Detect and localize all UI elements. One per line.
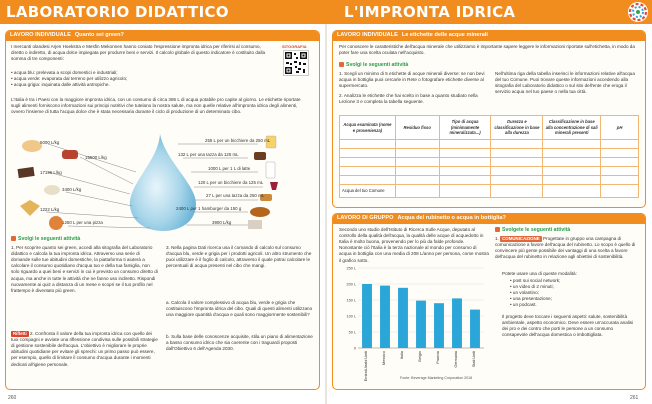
bar <box>434 303 444 348</box>
activity-icon-group <box>495 227 500 232</box>
box-label-right: LAVORO INDIVIDUALE <box>337 32 398 39</box>
chart-source: Fonte: Beverage Marketing Corporation 2018 <box>400 376 473 380</box>
activity-title-left: Svolgi le seguenti attività <box>11 236 80 243</box>
group-box-header <box>333 214 645 224</box>
box-header <box>6 31 319 41</box>
drink-label-hamburger: 2400 L per 1 hamburger da 150 g <box>176 206 242 211</box>
table-row[interactable] <box>340 158 639 167</box>
bar <box>380 286 390 348</box>
italy-paragraph: L'Italia è tra i Paesi con la maggiore impronta idrica, con un consumo di circa 386 L di acqua potabile pro capite al giorno. Le etichette riportate sugli alimenti forniscono informazioni sui principi nutritivi che tutelano la nostra salute, ma non quelle relative all'impronta idrica degli alimenti, ovvero l'insieme di tutta l'acqua dolce che è stata necessaria durante il ciclo di produzione di un determinato cibo. <box>11 97 301 115</box>
reflect-tag: Rifletti <box>13 331 27 336</box>
drink-label-coffee: 132 L per una tazza da 125 mL <box>178 152 239 157</box>
y-tick-label: 200 L <box>346 282 356 287</box>
bread-icon <box>22 140 42 152</box>
bar <box>470 310 480 348</box>
food-label-rice: 3400 L/kg <box>62 187 82 192</box>
col-hardness: Durezza e classificazione in base alla durezza <box>491 116 543 140</box>
hamburger-icon <box>250 207 270 217</box>
mode-item: • una presentazione; <box>510 296 638 302</box>
col-classification: Classificazione in base alla concentrazione di sali minerali presenti <box>543 116 601 140</box>
col-type: Tipo di acqua (minimamente mineralizzata...) <box>439 116 491 140</box>
box-question: Quanto sei green? <box>74 32 124 39</box>
box-question-right: Le etichette delle acque minerali <box>401 32 488 39</box>
x-tick-label: Emirati Arabi Uniti <box>364 351 368 382</box>
page-gutter <box>325 24 327 404</box>
group-box-label: LAVORO DI GRUPPO <box>337 215 394 222</box>
y-tick-label: 0 <box>353 346 356 351</box>
chocolate-icon <box>18 167 35 178</box>
box-label: LAVORO INDIVIDUALE <box>10 32 71 39</box>
drink-label-tea: 27 L per una tazza da 250 mL <box>206 193 265 198</box>
drink-label-eggs: 3900 L/kg <box>212 220 232 225</box>
communication-task: 1. COMUNICAZIONE Progettate in gruppo una campagna di comunicazione a favore dell'acqua del rubinetto. Lo scopo è quello di convincere più gente possibile dei vantaggi di una scelta a favore dell'acqua del rubinetto in relazione agli obiettivi di sostenibilità. <box>495 236 636 260</box>
comune-cell: Acqua del tuo Comune <box>340 185 396 198</box>
table-row-comune[interactable] <box>340 185 639 198</box>
water-footprint-infographic <box>8 132 318 232</box>
col-residue: Residuo fisso <box>395 116 439 140</box>
intro-paragraph: I mercanti olandesi Arjen Hoekstra e Mesfin Mekonnen hanno coniato l'espressione impronta idrica per riferirsi al consumo, diretto o indiretto, di acqua dolce impiegata per produrre beni e servizi. Il calcolo globale di questo indicatore è costituito dalla somma di tre componenti: <box>11 44 266 62</box>
activity-icon <box>11 236 16 241</box>
study-paragraph: Secondo uno studio dell'Istituto di Ricerca Sulle Acque, deputato al controllo della qualità dell'acqua, la qualità delle acque di acquedotto in Italia è molto buona, provenendo per lo più da falde profonde. Nonostante ciò l'Italia è la terza nazionale al mondo per consumo di acqua in bottiglia con una media di 208 L/anno per persona, come mostra il grafico sotto. <box>339 227 489 263</box>
col-water: Acqua esaminata (nome e provenienza) <box>340 116 396 140</box>
drink-label-wine: 120 L per un bicchiere da 125 mL <box>198 180 264 185</box>
table-row[interactable] <box>340 176 639 185</box>
cheese-icon <box>20 200 40 216</box>
activity-1: 1. Per scoprire quanto sei green, accedi alla sitografia del Laboratorio didattico e calcola la tua impronta idrica. Attraverso una serie di domande sulle tue abitudini domestiche, la piattaforma ti aiuterà a calcolare il consumo quotidiano d'acqua tuo e della tua famiglia, non solo riguardo a quei beni e servizi in cui è previsto un consumo diretto di acqua, ma anche in tutte le attività che ne fanno uso indiretto. Rispondi nuovamente ai quiz a distanza di un mese e scopri se il tuo profilo nel frattempo è diventato più green. <box>11 245 158 293</box>
mineral-water-table <box>339 115 639 198</box>
bottled-water-chart <box>338 262 490 384</box>
right-page-title: L'IMPRONTA IDRICA <box>344 3 516 21</box>
component-blue: • acqua blu: prelevata a scopi domestici e industriali; <box>11 70 273 76</box>
step-2: 2. Analizza le etichette che hai scelto in base a quanto studiato nella Lezione 3 e completa la tabella seguente. <box>339 93 478 105</box>
activity-icon-right <box>339 62 344 67</box>
communication-tag: COMUNICAZIONE <box>502 236 540 241</box>
drink-label-beer: 255 L per un bicchiere da 250 mL <box>205 138 271 143</box>
component-green: • acqua verde: evaporata dal terreno per utilizzo agricolo; <box>11 76 273 82</box>
activity-3a: a. Calcola il valore complessivo di acqua blu, verde e grigia che costituiscono l'impronta idrica del cibo. Quali di questi alimenti utilizzano una maggiore quantità d'acqua e quali sono maggiormente sostenibili? <box>166 300 313 318</box>
modes-intro: Potete usare una di queste modalità: <box>502 271 577 276</box>
bar <box>416 301 426 348</box>
x-tick-label: Stati Uniti <box>472 351 476 368</box>
activity-3b: b. Sulla base delle conoscenze acquisite, stila un piano di alimentazione a basso consumo idrico che sia coerente con i traguardi proposti dall'Obiettivo 6 dell'Agenda 2030. <box>166 334 313 352</box>
col-ph: pH <box>601 116 639 140</box>
mode-item: • un podcast. <box>510 302 638 308</box>
beef-icon <box>62 150 78 159</box>
bar <box>398 288 408 348</box>
qr-code-icon[interactable] <box>283 50 309 76</box>
x-tick-label: Italia <box>400 351 404 360</box>
mode-item: • un video di 2 minuti; <box>510 284 638 290</box>
food-label-beef: 15500 L/kg <box>85 155 107 160</box>
sitography-label: SITOGRAFIA <box>282 44 307 49</box>
page-number-left: 260 <box>8 395 17 401</box>
milk-glass-icon <box>266 162 275 178</box>
component-grey: • acqua grigia: inquinata dalle attività antropiche. <box>11 82 273 88</box>
step-1: 1. Scegli un minimo di 5 etichette di acque minerali diverse: se non bevi acqua in bottiglia puoi cercarle in Rete o fotografare etichette diverse al supermercato. <box>339 71 485 89</box>
egg-box-icon <box>248 220 262 229</box>
drink-label-milk: 1000 L per 1 L di latte <box>208 166 251 171</box>
box-header-right <box>333 31 645 41</box>
bar <box>452 298 462 348</box>
water-drop-icon <box>130 134 196 231</box>
food-label-cheese: 1222 L/kg <box>40 207 60 212</box>
x-tick-label: Belgio <box>418 351 422 362</box>
activity-2: Rifletti 2. Confronta il valore della tua impronta idrica con quello dei tuoi compagni e avviate una riflessione condivisa sulle possibili strategie di gestione sostenibile dell'acqua. L'obiettivo è migliorare le proprie abitudini quotidiane per evitare gli sprechi: un primo passo può essere, per esempio, quello di limitare il consumo d'acqua durante i momenti dedicati all'igiene personale. <box>11 331 158 367</box>
x-tick-label: Germania <box>454 351 458 368</box>
mode-item: • un volantino; <box>510 290 638 296</box>
food-label-bread: 5000 L/kg <box>40 140 60 145</box>
labels-intro: Per conoscere le caratteristiche dell'acqua minerale che utilizziamo è importante sapere leggere le informazioni riportate sull'etichetta, in modo da poter fare una scelta oculata nell'acquisto. <box>339 44 635 56</box>
food-label-pizza: 1250 L per una pizza <box>62 220 103 225</box>
table-row[interactable] <box>340 140 639 149</box>
side-note: Nell'ultima riga della tabella inserisci le informazioni relative all'acqua del tuo Comune. Puoi trovare queste informazioni accedendo alla sitografia del Laboratorio didattico o sul sito dell'ente che eroga il servizio acqua nel tuo paese o nella tua città. <box>495 71 635 95</box>
agenda-2030-logo-icon <box>628 2 648 22</box>
y-tick-label: 50 L <box>348 330 356 335</box>
x-tick-label: Messico <box>382 351 386 365</box>
activity-title-right: Svolgi le seguenti attività <box>339 62 408 69</box>
y-tick-label: 150 L <box>346 298 356 303</box>
table-row[interactable] <box>340 149 639 158</box>
rice-icon <box>44 185 60 195</box>
bar <box>362 284 372 348</box>
coffee-cup-icon <box>254 152 266 160</box>
activity-title-group: Svolgete le seguenti attività <box>495 227 570 234</box>
y-tick-label: 100 L <box>346 314 356 319</box>
group-box-question: Acqua del rubinetto o acqua in bottiglia? <box>397 215 506 222</box>
wine-glass-icon <box>270 182 278 190</box>
modes-list <box>510 278 638 309</box>
closing-paragraph: Il progetto deve toccare i seguenti aspetti: salute, sostenibilità ambientale, aspetto economico. Deve essere un'accurata analisi dei pro e dei contro che porti le persone a un consumo consapevole dell'acqua domestica o imbottigliata. <box>502 314 634 338</box>
left-page-title: LABORATORIO DIDATTICO <box>6 3 229 21</box>
pizza-icon <box>49 216 63 230</box>
food-label-chocolate: 17196 L/kg <box>40 170 62 175</box>
mode-item: • post sui social network; <box>510 278 638 284</box>
table-row[interactable] <box>340 167 639 176</box>
page-number-right: 261 <box>630 395 639 401</box>
activity-3: 3. Nella pagina Dati ricerca usa il comando di calcolo sul consumo d'acqua blu, verde e grigia per i prodotti agricoli. Un altro strumento che puoi utilizzare è il foglio di calcolo, attraverso il quale potrai calcolare le percentuali di acqua presenti nel cibo che mangi. <box>166 245 312 269</box>
components-list <box>11 70 273 88</box>
y-tick-label: 250 L <box>346 266 356 271</box>
x-tick-label: Francia <box>436 351 440 364</box>
